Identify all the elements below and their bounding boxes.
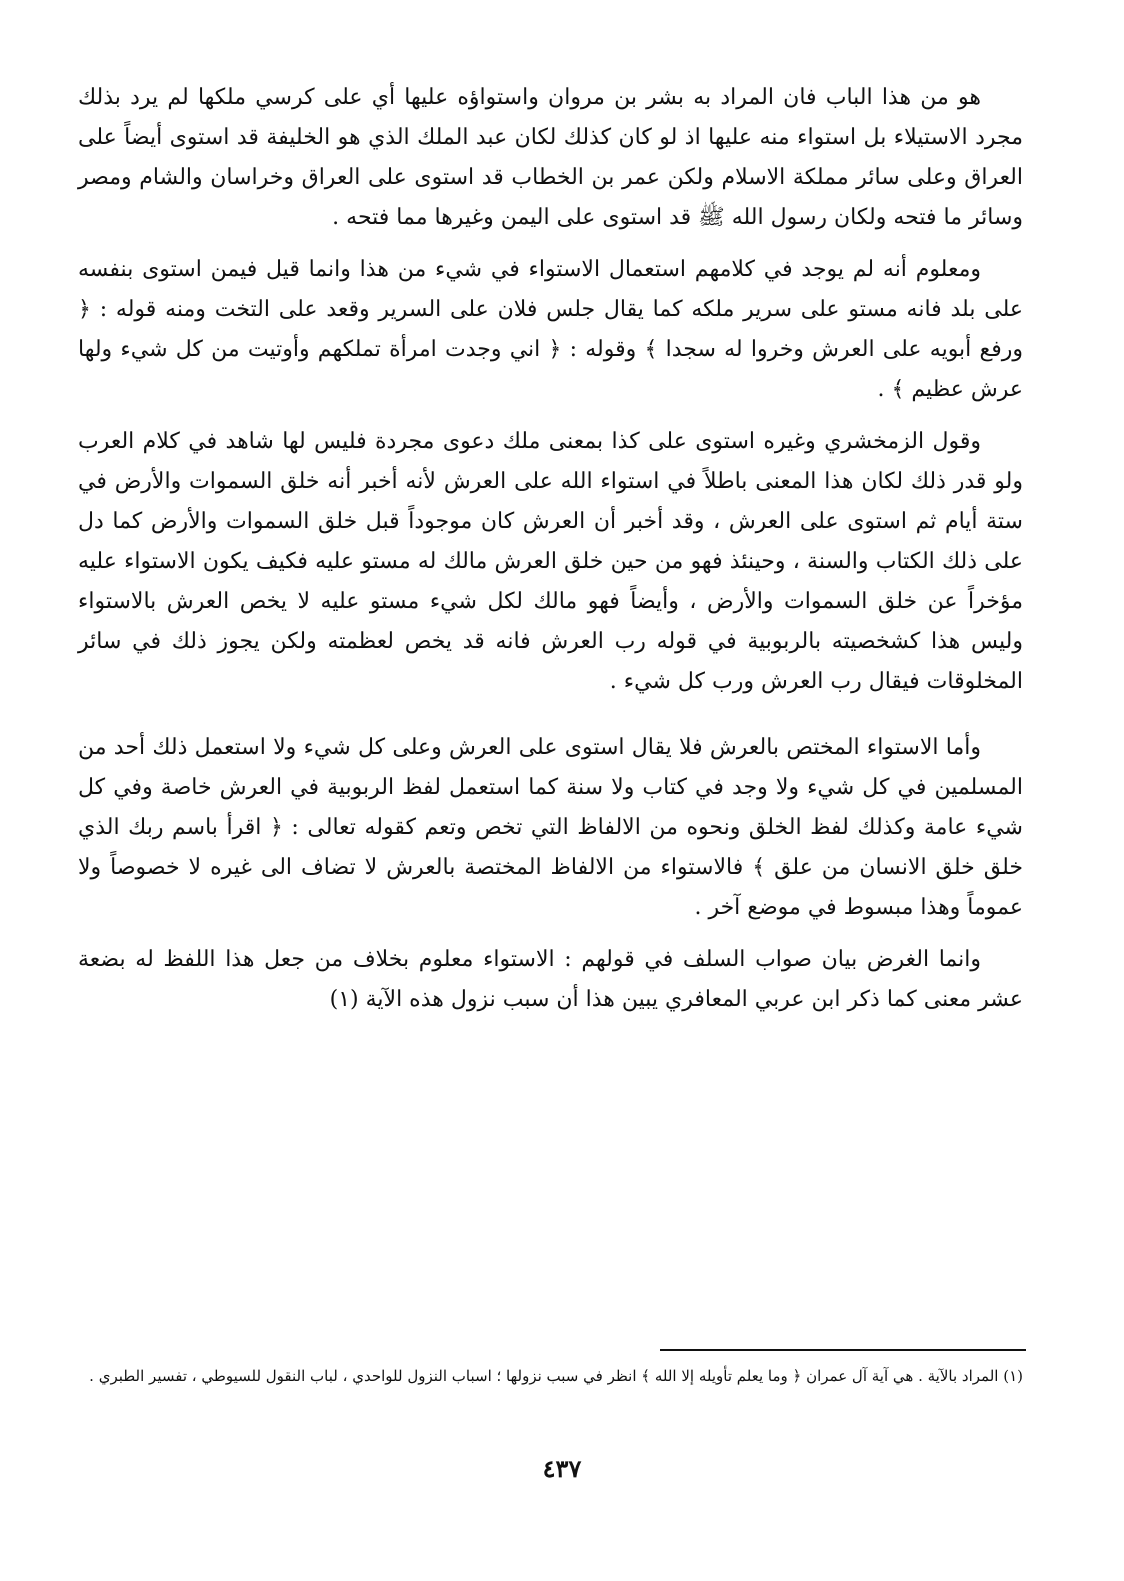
paragraph-2: ومعلوم أنه لم يوجد في كلامهم استعمال الاستواء في شيء من هذا وانما قيل فيمن استوى بنفسه على بلد فانه مستو على سرير ملكه كما يقال جلس فلان على السرير وقعد على التخت ومنه قوله : ﴿ ورفع أبويه على العرش وخروا له سجدا ﴾ وقوله : ﴿ اني وجدت امرأة تملكهم وأوتيت من كل شيء ولها عرش عظيم ﴾ . bbox=[78, 257, 1023, 402]
paragraph-3: وقول الزمخشري وغيره استوى على كذا بمعنى ملك دعوى مجردة فليس لها شاهد في كلام العرب ولو قدر ذلك لكان هذا المعنى باطلاً في استواء الله على العرش لأنه أخبر أنه خلق السموات والأرض في ستة أيام ثم استوى على العرش ، وقد أخبر أن العرش كان موجوداً قبل خلق السموات والأرض كما دل على ذلك الكتاب والسنة ، وحينئذ فهو من حين خلق العرش مالك له مستو عليه فكيف يكون الاستواء عليه مؤخراً عن خلق السموات والأرض ، وأيضاً فهو مالك لكل شيء مستو عليه لا يخص العرش بالاستواء وليس هذا كشخصيته بالربوبية في قوله رب العرش فانه قد يخص لعظمته ولكن يجوز ذلك في سائر المخلوقات فيقال رب العرش ورب كل شيء . bbox=[78, 429, 1023, 694]
page-number: ٤٣٧ bbox=[542, 1454, 582, 1483]
paragraph-1: هو من هذا الباب فان المراد به بشر بن مروان واستواؤه عليها أي على كرسي ملكها لم يرد بذلك مجرد الاستيلاء بل استواء منه عليها اذ لو كان كذلك لكان عبد الملك الذي هو الخليفة قد استوى أيضاً على العراق وعلى سائر مملكة الاسلام ولكن عمر بن الخطاب قد استوى على العراق وخراسان والشام ومصر وسائر ما فتحه ولكان رسول الله ﷺ قد استوى على اليمن وغيرها مما فتحه . bbox=[78, 85, 1023, 230]
footnote-divider bbox=[660, 1349, 1026, 1351]
footnote-1: (١) المراد بالآية . هي آية آل عمران ﴿ وما يعلم تأويله إلا الله ﴾ انظر في سبب نزولها ؛ اسباب النزول للواحدي ، لباب النقول للسيوطي ، تفسير الطبري . bbox=[89, 1367, 1023, 1385]
paragraph-5: وانما الغرض بيان صواب السلف في قولهم : الاستواء معلوم بخلاف من جعل هذا اللفظ له بضعة عشر معنى كما ذكر ابن عربي المعافري يبين هذا أن سبب نزول هذه الآية (١) bbox=[78, 947, 1023, 1012]
footnotes bbox=[78, 1362, 1023, 1391]
main-text bbox=[78, 78, 1023, 1032]
paragraph-4: وأما الاستواء المختص بالعرش فلا يقال استوى على العرش وعلى كل شيء ولا استعمل ذلك أحد من المسلمين في كل شيء ولا وجد في كتاب ولا سنة كما استعمل لفظ الربوبية في العرش خاصة وفي كل شيء عامة وكذلك لفظ الخلق ونحوه من الالفاظ التي تخص وتعم كقوله تعالى : ﴿ اقرأ باسم ربك الذي خلق خلق الانسان من علق ﴾ فالاستواء من الالفاظ المختصة بالعرش لا تضاف الى غيره لا خصوصاً ولا عموماً وهذا مبسوط في موضع آخر . bbox=[78, 735, 1023, 920]
